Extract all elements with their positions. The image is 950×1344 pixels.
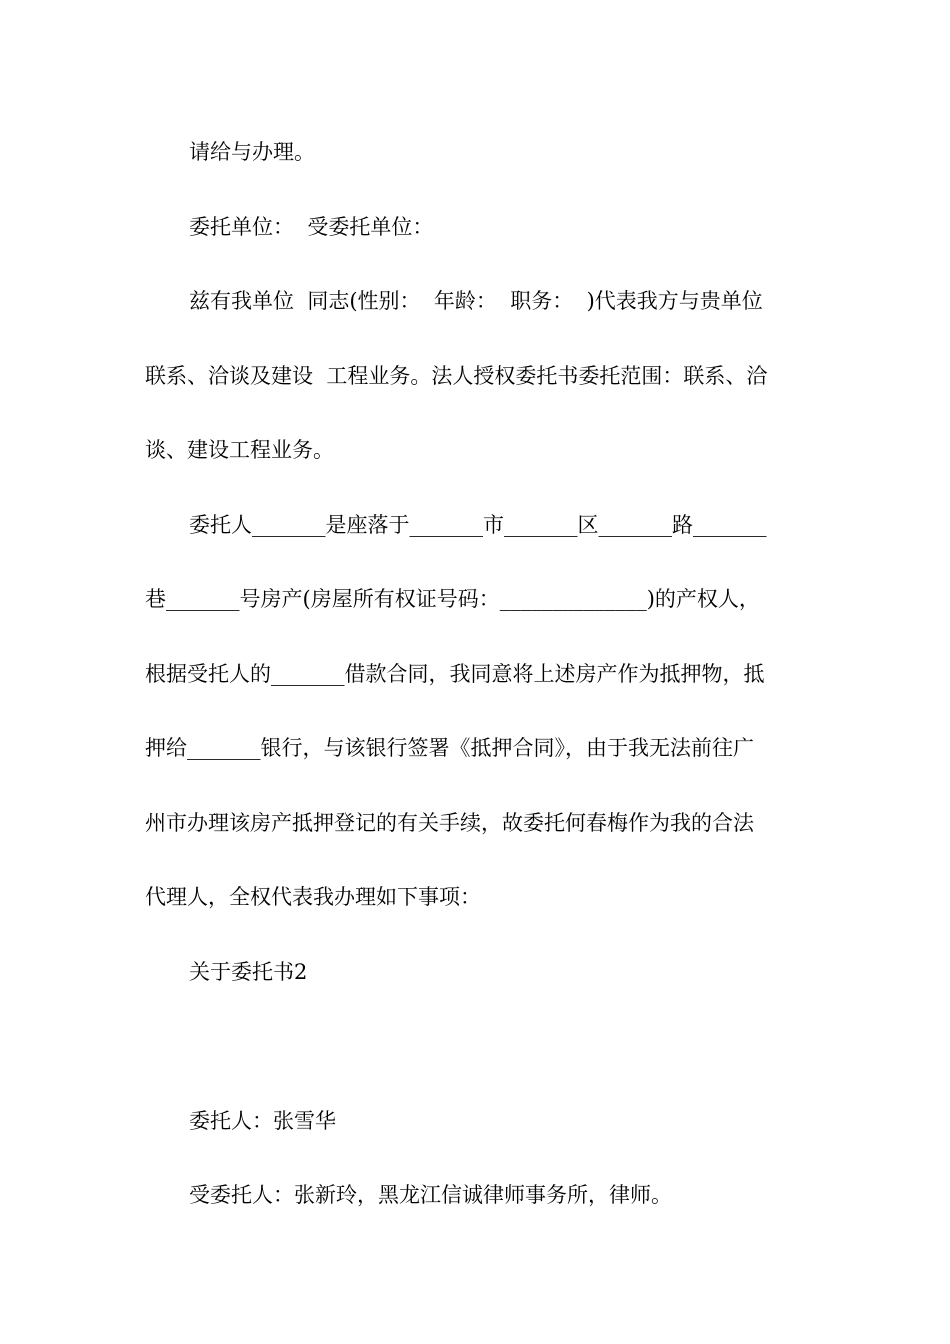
paragraph-mortgage-line-3: 根据受托人的_______借款合同，我同意将上述房产作为抵押物，抵 xyxy=(145,662,765,686)
section-heading: 关于委托书2 xyxy=(189,960,308,984)
paragraph-mortgage-line-5: 州市办理该房产抵押登记的有关手续，故委托何春梅作为我的合法 xyxy=(145,811,754,835)
paragraph-mortgage-line-6: 代理人，全权代表我办理如下事项： xyxy=(145,885,481,909)
paragraph-authorization-line-1: 兹有我单位 同志(性别： 年龄： 职务： )代表我方与贵单位 xyxy=(189,289,763,313)
paragraph-mortgage-line-2: 巷_______号房产(房屋所有权证号码：______________)的产权人， xyxy=(145,587,760,611)
paragraph-request: 请给与办理。 xyxy=(189,140,315,164)
paragraph-authorization-line-3: 谈、建设工程业务。 xyxy=(145,438,334,462)
agent-line: 受委托人：张新玲，黑龙江信诚律师事务所，律师。 xyxy=(189,1183,672,1207)
paragraph-parties: 委托单位： 受委托单位： xyxy=(189,215,434,239)
principal-line: 委托人：张雪华 xyxy=(189,1109,336,1133)
paragraph-mortgage-line-4: 押给_______银行，与该银行签署《抵押合同》，由于我无法前往广 xyxy=(145,736,754,760)
paragraph-authorization-line-2: 联系、洽谈及建设 工程业务。法人授权委托书委托范围：联系、洽 xyxy=(145,364,768,388)
paragraph-mortgage-line-1: 委托人_______是座落于_______市_______区_______路_______ xyxy=(189,513,767,537)
